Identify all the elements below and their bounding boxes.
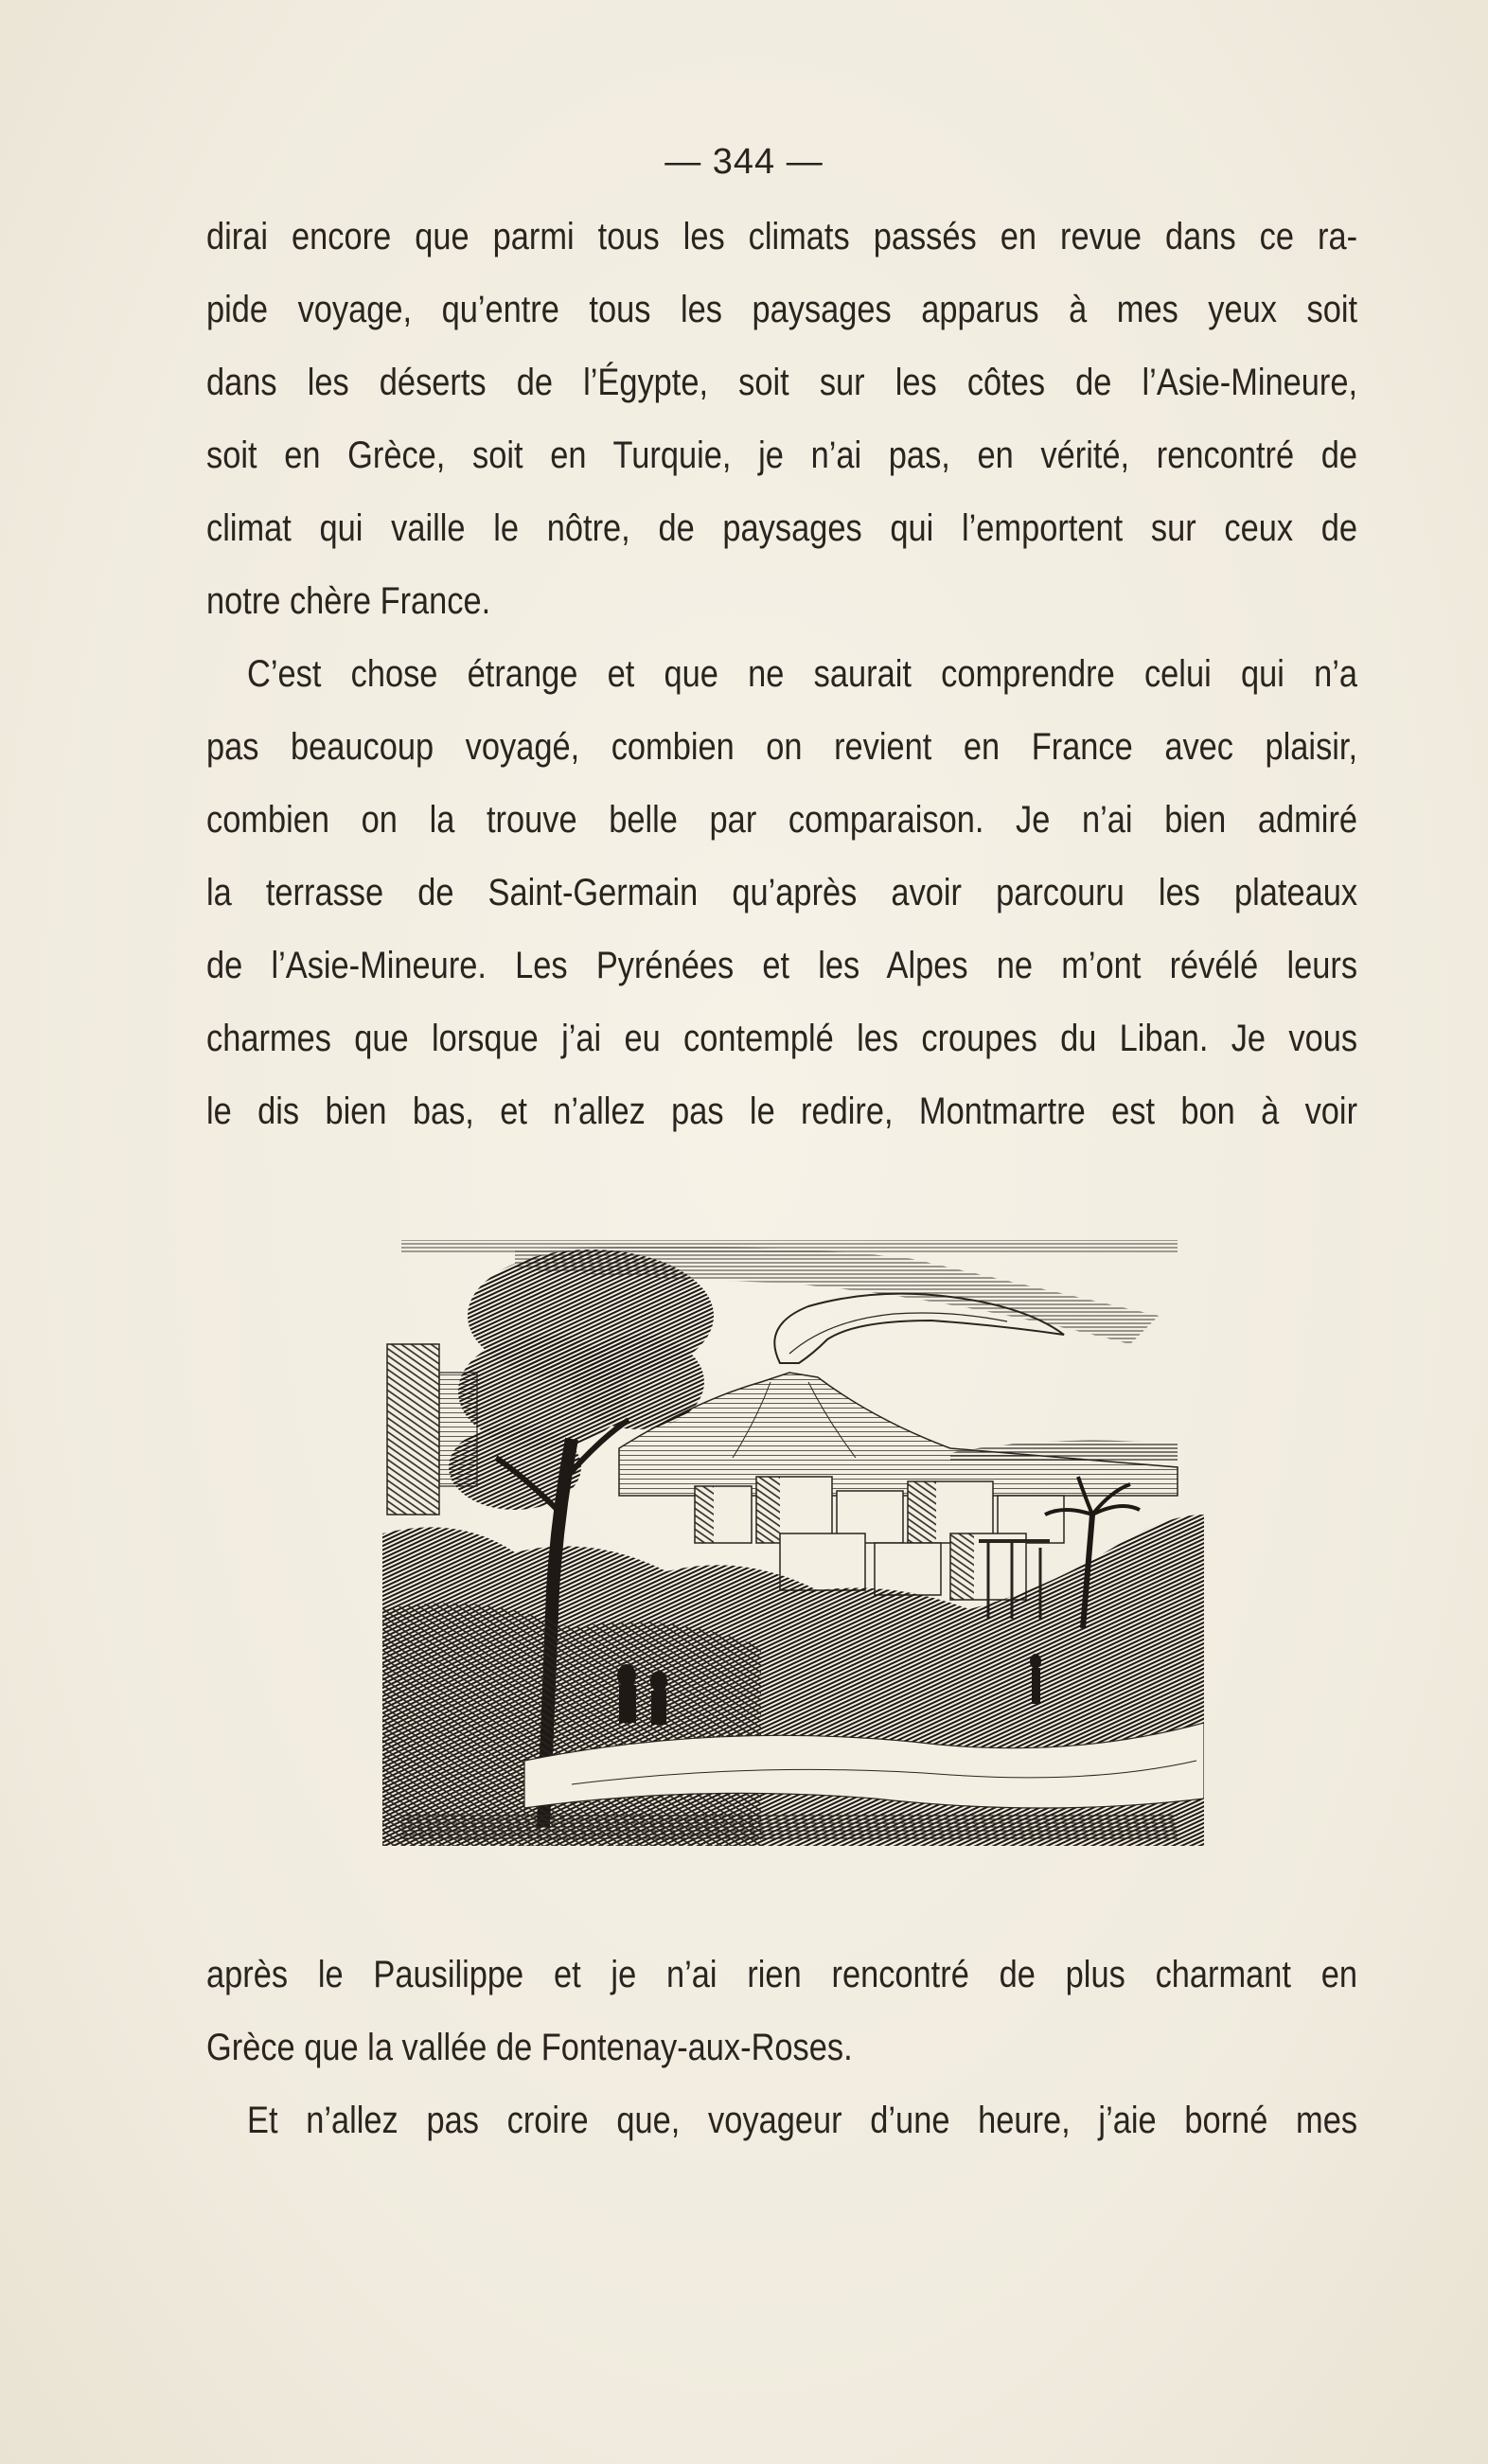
body-text-line: climat qui vaille le nôtre, de paysages qui l’emportent sur ceux de <box>206 507 1358 549</box>
body-text-line: charmes que lorsque j’ai eu contemplé les croupes du Liban. Je vous <box>206 1018 1358 1059</box>
body-text-line: combien on la trouve belle par comparaison. Je n’ai bien admiré <box>206 799 1358 841</box>
body-text-line: la terrasse de Saint-Germain qu’après avoir parcouru les plateaux <box>206 872 1358 913</box>
body-text-line: soit en Grèce, soit en Turquie, je n’ai pas, en vérité, rencontré de <box>206 434 1358 476</box>
body-text-line: après le Pausilippe et je n’ai rien rencontré de plus charmant en <box>206 1954 1358 1995</box>
vesuvius-engraving-illustration <box>382 1231 1204 1846</box>
body-text-line: pide voyage, qu’entre tous les paysages apparus à mes yeux soit <box>206 289 1358 330</box>
body-text-line: dirai encore que parmi tous les climats passés en revue dans ce ra- <box>206 216 1358 257</box>
body-text-line: pas beaucoup voyagé, combien on revient en France avec plaisir, <box>206 726 1358 768</box>
page-number: — 344 — <box>664 142 824 182</box>
body-text-line: C’est chose étrange et que ne saurait comprendre celui qui n’a <box>247 653 1358 695</box>
body-text-line: dans les déserts de l’Égypte, soit sur les côtes de l’Asie-Mineure, <box>206 362 1358 403</box>
body-text-line: le dis bien bas, et n’allez pas le redire, Montmartre est bon à voir <box>206 1090 1358 1132</box>
body-text-line: de l’Asie-Mineure. Les Pyrénées et les Alpes ne m’ont révélé leurs <box>206 945 1358 986</box>
paragraph-block-bottom <box>206 1939 1358 2157</box>
body-text-line: Et n’allez pas croire que, voyageur d’une heure, j’aie borné mes <box>247 2100 1358 2141</box>
body-text-line: Grèce que la vallée de Fontenay-aux-Roses. <box>206 2027 853 2068</box>
body-text-line: notre chère France. <box>206 580 491 622</box>
paragraph-block-top <box>206 201 1358 1148</box>
